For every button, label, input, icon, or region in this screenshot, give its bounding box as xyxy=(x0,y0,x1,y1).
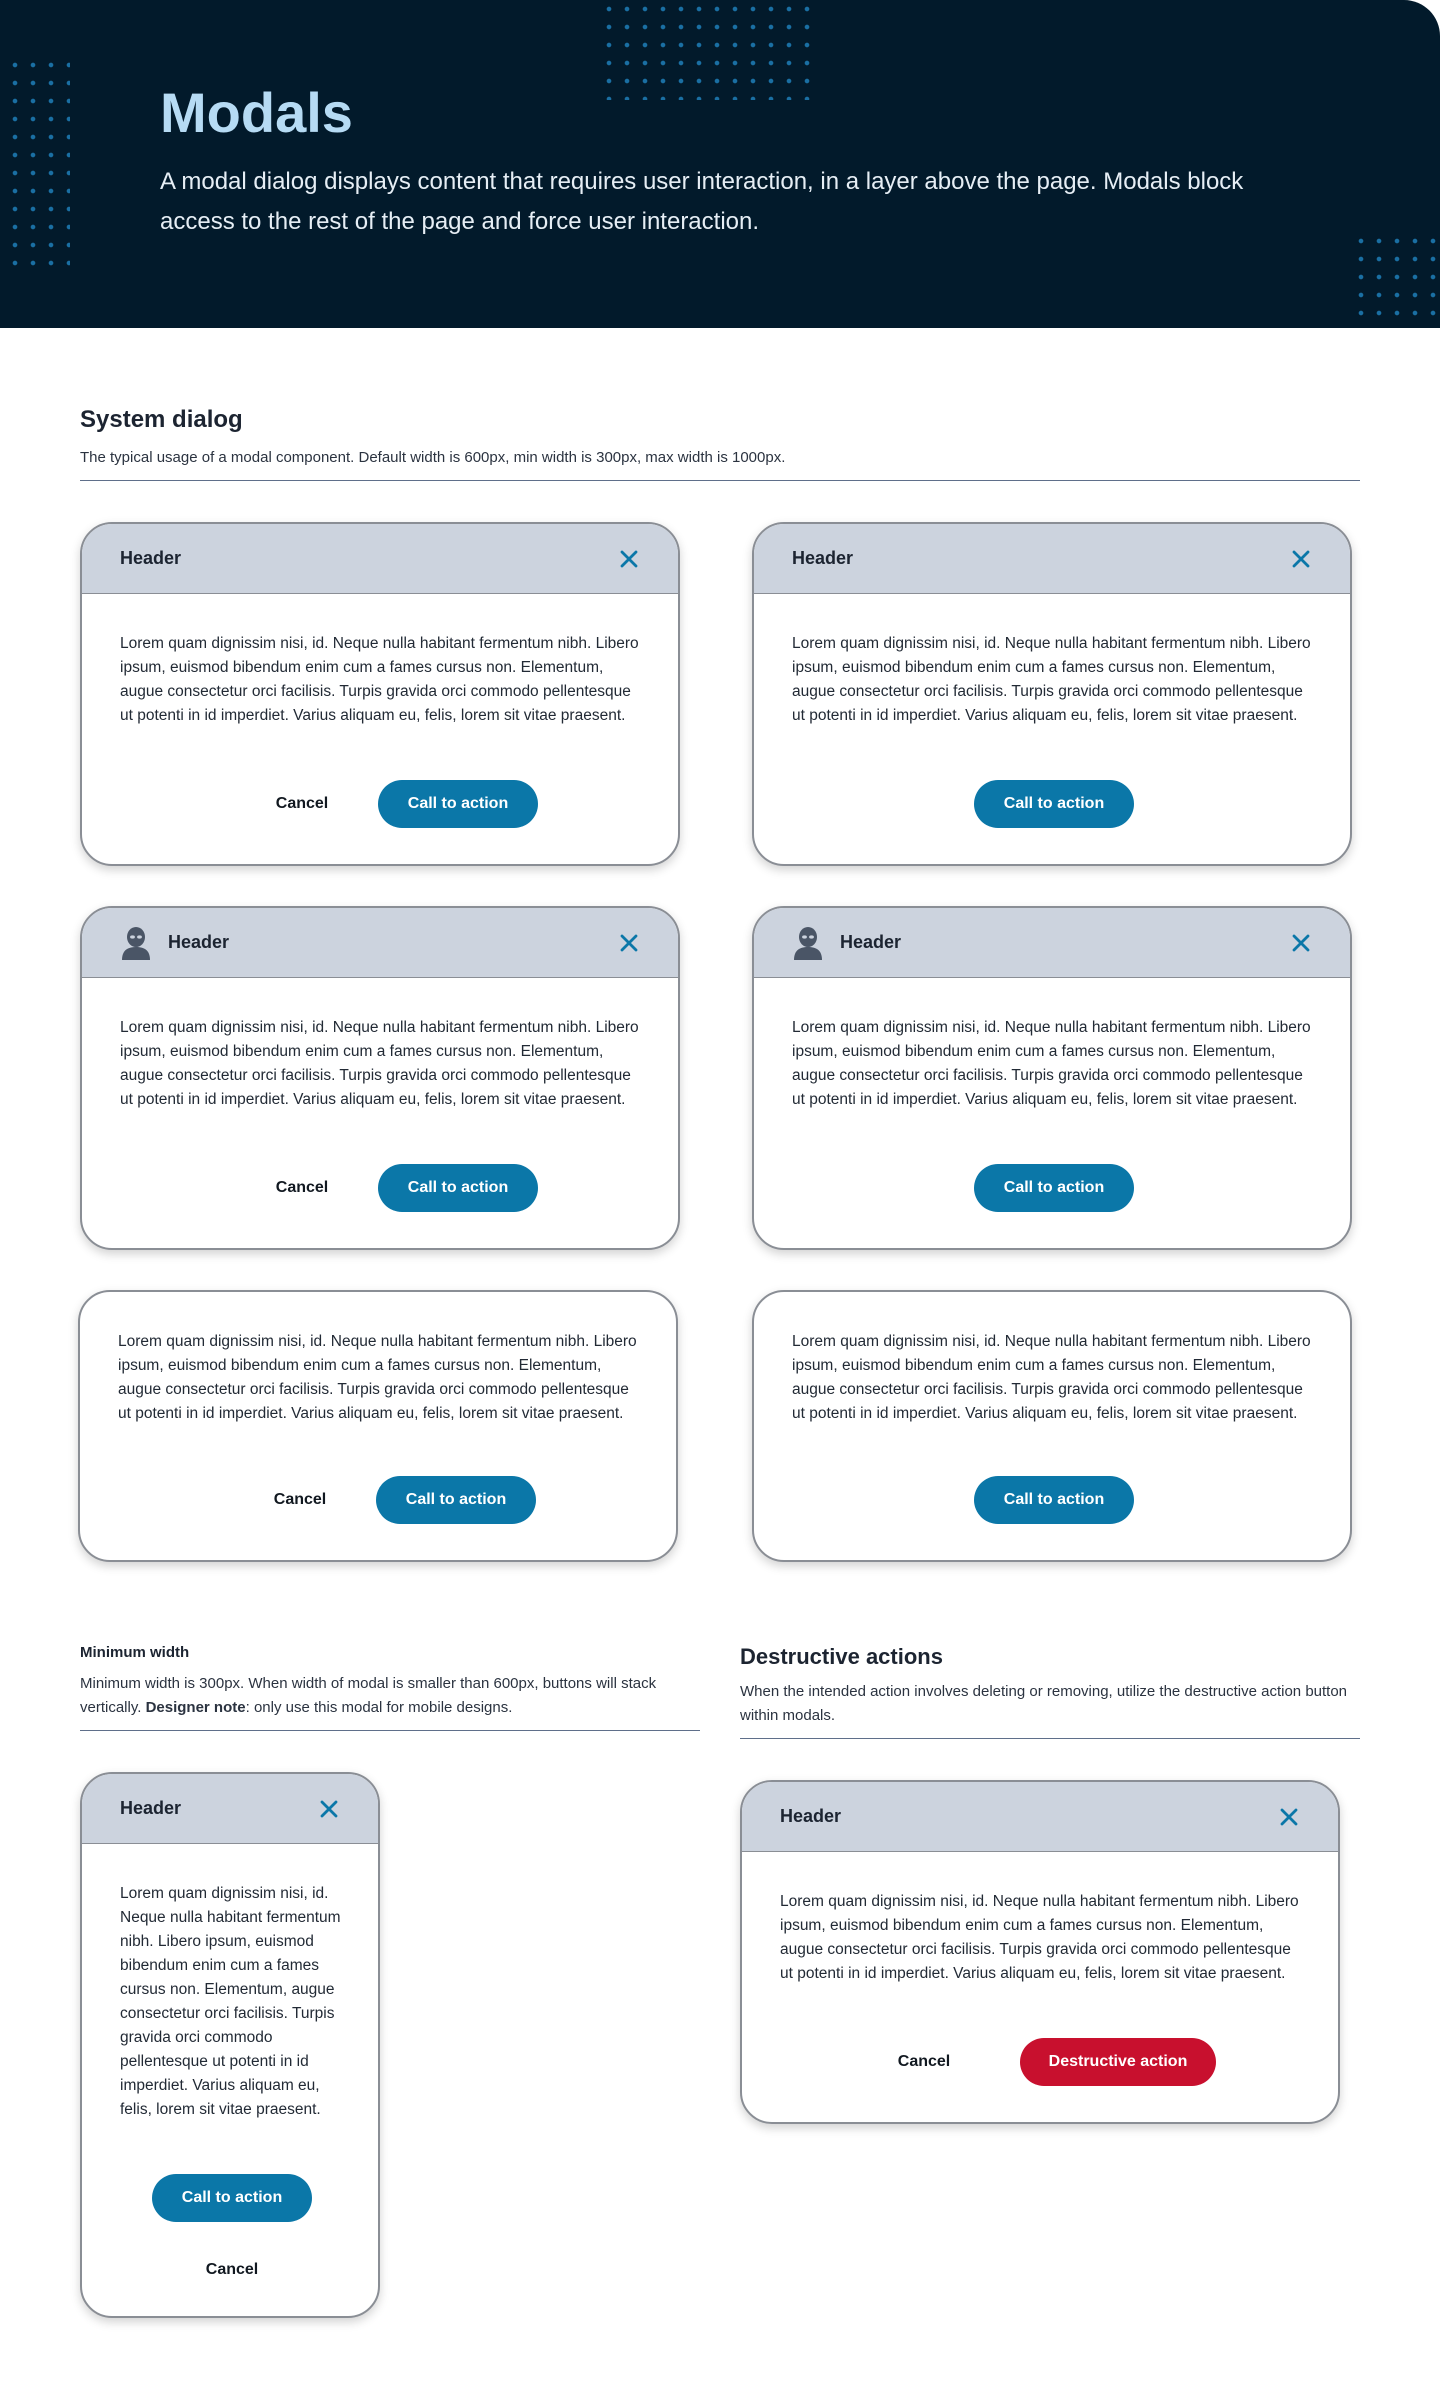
modal-header xyxy=(742,1782,1338,1852)
modal-header-two-buttons xyxy=(80,522,680,866)
system-dialog-description: The typical usage of a modal component. Default width is 600px, min width is 300px, max width is 1000px. xyxy=(80,449,786,466)
cancel-button[interactable]: Cancel xyxy=(152,2246,312,2294)
modal-no-header-single-button xyxy=(752,1290,1352,1562)
modal-body-text: Lorem quam dignissim nisi, id. Neque nulla habitant fermentum nibh. Libero ipsum, euismod bibendum enim cum a fames cursus non. Elementum, augue consectetur orci facilisis. Turpis gravida orci commodo pellentesque ut potenti in id imperdiet. Varius aliquam eu, felis, lorem sit vitae praesent. xyxy=(120,1885,341,2118)
modal-header-title: Header xyxy=(792,548,854,568)
modal-header-title: Header xyxy=(840,932,902,952)
description-text: Minimum width is 300px. When width of modal is smaller than 600px, buttons will stack vertically. xyxy=(80,1675,657,1716)
modal-body-text: Lorem quam dignissim nisi, id. Neque nulla habitant fermentum nibh. Libero ipsum, euismod bibendum enim cum a fames cursus non. Elementum, augue consectetur orci facilisis. Turpis gravida orci commodo pellentesque ut potenti in id imperdiet. Varius aliquam eu, felis, lorem sit vitae praesent. xyxy=(780,1893,1299,1982)
system-dialog-title: System dialog xyxy=(80,406,243,433)
minimum-width-title: Minimum width xyxy=(80,1644,190,1661)
modal-body-text: Lorem quam dignissim nisi, id. Neque nulla habitant fermentum nibh. Libero ipsum, euismod bibendum enim cum a fames cursus non. Elementum, augue consectetur orci facilisis. Turpis gravida orci commodo pellentesque ut potenti in id imperdiet. Varius aliquam eu, felis, lorem sit vitae praesent. xyxy=(120,635,639,724)
user-avatar-icon xyxy=(792,926,824,960)
modal-body-text: Lorem quam dignissim nisi, id. Neque nulla habitant fermentum nibh. Libero ipsum, euismod bibendum enim cum a fames cursus non. Elementum, augue consectetur orci facilisis. Turpis gravida orci commodo pellentesque ut potenti in id imperdiet. Varius aliquam eu, felis, lorem sit vitae praesent. xyxy=(120,1019,639,1108)
user-avatar-icon xyxy=(120,926,152,960)
page-description: A modal dialog displays content that requires user interaction, in a layer above the page. Modals block access to the rest of the page and force user interaction. xyxy=(160,168,1244,235)
designer-note-label: Designer note xyxy=(145,1699,246,1716)
page-title: Modals xyxy=(160,81,353,144)
decorative-dot-pattern xyxy=(6,56,70,266)
cancel-button[interactable]: Cancel xyxy=(240,1476,360,1524)
modal-avatar-header-two-buttons xyxy=(80,906,680,1250)
cancel-button[interactable]: Cancel xyxy=(242,1164,362,1212)
close-icon[interactable] xyxy=(1290,548,1312,570)
destructive-actions-title: Destructive actions xyxy=(740,1644,943,1669)
cancel-button[interactable]: Cancel xyxy=(864,2038,984,2086)
call-to-action-button[interactable]: Call to action xyxy=(378,780,538,828)
decorative-dot-pattern xyxy=(1352,232,1440,318)
close-icon[interactable] xyxy=(318,1798,340,1820)
call-to-action-button[interactable]: Call to action xyxy=(974,780,1134,828)
call-to-action-button[interactable]: Call to action xyxy=(974,1476,1134,1524)
modal-avatar-header-single-button xyxy=(752,906,1352,1250)
modal-body-text: Lorem quam dignissim nisi, id. Neque nulla habitant fermentum nibh. Libero ipsum, euismod bibendum enim cum a fames cursus non. Elementum, augue consectetur orci facilisis. Turpis gravida orci commodo pellentesque ut potenti in id imperdiet. Varius aliquam eu, felis, lorem sit vitae praesent. xyxy=(792,1333,1311,1422)
modal-header xyxy=(82,524,678,594)
call-to-action-button[interactable]: Call to action xyxy=(974,1164,1134,1212)
modal-header-title: Header xyxy=(168,932,230,952)
call-to-action-button[interactable]: Call to action xyxy=(152,2174,312,2222)
destructive-actions-description: When the intended action involves deleting or removing, utilize the destructive action button within modals. xyxy=(740,1683,1348,1724)
modal-header xyxy=(754,524,1350,594)
call-to-action-button[interactable]: Call to action xyxy=(378,1164,538,1212)
close-icon[interactable] xyxy=(1278,1806,1300,1828)
modal-body-text: Lorem quam dignissim nisi, id. Neque nulla habitant fermentum nibh. Libero ipsum, euismod bibendum enim cum a fames cursus non. Elementum, augue consectetur orci facilisis. Turpis gravida orci commodo pellentesque ut potenti in id imperdiet. Varius aliquam eu, felis, lorem sit vitae praesent. xyxy=(792,1019,1311,1108)
modal-header-title: Header xyxy=(120,548,182,568)
destructive-action-button[interactable]: Destructive action xyxy=(1020,2038,1216,2086)
modal-header xyxy=(754,908,1350,978)
modal-header-title: Header xyxy=(780,1806,842,1826)
modal-no-header-two-buttons xyxy=(78,1290,678,1562)
close-icon[interactable] xyxy=(618,932,640,954)
modal-minimum-width xyxy=(80,1772,380,2318)
minimum-width-description xyxy=(80,1672,680,1720)
modal-body-text: Lorem quam dignissim nisi, id. Neque nulla habitant fermentum nibh. Libero ipsum, euismod bibendum enim cum a fames cursus non. Elementum, augue consectetur orci facilisis. Turpis gravida orci commodo pellentesque ut potenti in id imperdiet. Varius aliquam eu, felis, lorem sit vitae praesent. xyxy=(118,1333,637,1422)
modal-header-title: Header xyxy=(120,1798,182,1818)
page-hero xyxy=(0,0,1440,328)
close-icon[interactable] xyxy=(1290,932,1312,954)
modal-header xyxy=(82,1774,378,1844)
modal-destructive xyxy=(740,1780,1340,2124)
description-text: : only use this modal for mobile designs. xyxy=(245,1699,513,1716)
modal-body-text: Lorem quam dignissim nisi, id. Neque nulla habitant fermentum nibh. Libero ipsum, euismod bibendum enim cum a fames cursus non. Elementum, augue consectetur orci facilisis. Turpis gravida orci commodo pellentesque ut potenti in id imperdiet. Varius aliquam eu, felis, lorem sit vitae praesent. xyxy=(792,635,1311,724)
close-icon[interactable] xyxy=(618,548,640,570)
decorative-dot-pattern xyxy=(600,0,816,100)
modal-header xyxy=(82,908,678,978)
section-divider xyxy=(740,1738,1360,1739)
call-to-action-button[interactable]: Call to action xyxy=(376,1476,536,1524)
section-divider xyxy=(80,1730,700,1731)
section-divider xyxy=(80,480,1360,481)
modal-header-single-button xyxy=(752,522,1352,866)
cancel-button[interactable]: Cancel xyxy=(242,780,362,828)
